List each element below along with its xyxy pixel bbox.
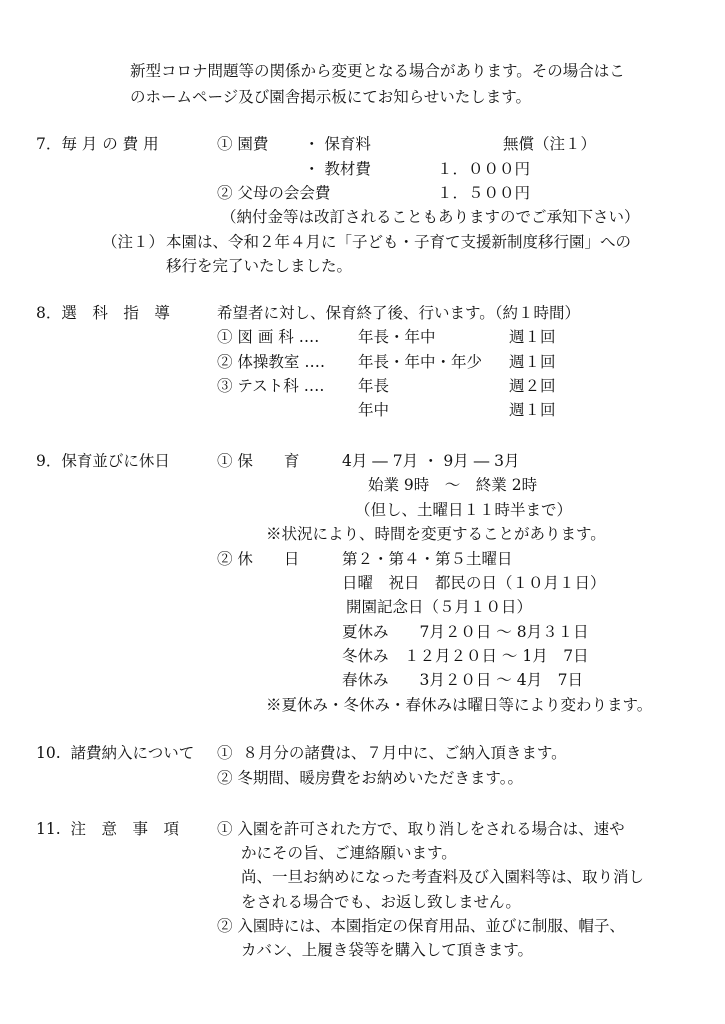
elective-1-name: ① 図 画 科 ‥‥: [217, 328, 320, 346]
fee-2-name: ・ 教材費: [304, 160, 371, 178]
elective-2-frequency: 週１回: [509, 353, 556, 371]
elective-2-name: ② 体操教室 ‥‥: [217, 353, 326, 371]
elective-3-name: ③ テスト科 ‥‥: [217, 377, 325, 395]
elective-4-grades: 年中: [358, 401, 390, 419]
notice-1-line-1: ① 入園を許可された方で、取り消しをされる場合は、速や: [217, 820, 625, 838]
section-8-heading: 8．選 科 指 導: [36, 304, 170, 322]
fee-1-value: 無償（注１）: [503, 135, 597, 153]
care-saturday: （但し、土曜日１１時半まで）: [355, 501, 573, 519]
section-11-heading: 11. 注 意 事 項: [36, 820, 180, 838]
holiday-label: ② 休 日: [217, 550, 300, 568]
fee-1-name: ・ 保育料: [304, 135, 371, 153]
notice-1-line-2: かにその旨、ご連絡願います。: [241, 844, 457, 862]
holiday-line-5: 冬休み １２月２０日 ～ 1月 7日: [342, 647, 589, 665]
section-9-heading: 9．保育並びに休日: [36, 452, 170, 470]
holiday-line-6: 春休み 3月２０日 ～ 4月 7日: [342, 671, 583, 689]
holiday-line-4: 夏休み 7月２０日 ～ 8月３１日: [342, 623, 589, 641]
care-hours: 始業 9時 ～ 終業 2時: [368, 476, 538, 494]
notice-1-line-4: をされる場合でも、お返し致しません。: [241, 893, 521, 911]
holiday-line-1: 第２・第４・第５土曜日: [342, 550, 513, 568]
fee-item-2-label: ② 父母の会会費: [217, 184, 331, 202]
care-notice: ※状況により、時間を変更することがあります。: [266, 525, 606, 543]
elective-4-frequency: 週１回: [509, 401, 556, 419]
fee-item-1-label: ① 園費: [217, 135, 269, 153]
care-label: ① 保 育: [217, 452, 300, 470]
payment-line-1: ① ８月分の諸費は、７月中に、ご納入頂きます。: [217, 744, 567, 762]
section-7-heading: 7．毎 月 の 費 用: [36, 135, 159, 153]
holiday-line-2: 日曜 祝日 都民の日（１０月１日）: [342, 574, 606, 592]
fee-item-2-value: １．５００円: [437, 184, 531, 202]
elective-2-grades: 年長・年中・年少: [358, 353, 483, 371]
fee-remark: （納付金等は改訂されることもありますのでご承知下さい）: [221, 208, 640, 226]
elective-1-grades: 年長・年中: [358, 328, 436, 346]
intro-line-1: 新型コロナ問題等の関係から変更となる場合があります。その場合はこ: [130, 62, 625, 80]
payment-line-2: ② 冬期間、暖房費をお納めいただきます。。: [217, 769, 523, 787]
intro-line-2: のホームページ及び園舎掲示板にてお知らせいたします。: [130, 88, 531, 106]
elective-3-frequency: 週２回: [509, 377, 556, 395]
holiday-notice: ※夏休み・冬休み・春休みは曜日等により変わります。: [266, 696, 653, 714]
elective-intro: 希望者に対し、保育終了後、行います。（約１時間）: [217, 304, 581, 322]
elective-1-frequency: 週１回: [509, 328, 556, 346]
notice-2-line-1: ② 入園時には、本園指定の保育用品、並びに制服、帽子、: [217, 917, 625, 935]
notice-1-line-3: 尚、一旦お納めになった考査料及び入園料等は、取り消し: [241, 868, 645, 886]
elective-3-grades: 年長: [358, 377, 390, 395]
note-1-line-2: 移行を完了いたしました。: [166, 257, 353, 275]
note-1-line-1: 本園は、令和２年４月に「子ども・子育て支援新制度移行園」への: [166, 233, 632, 251]
fee-2-value: １．０００円: [437, 160, 531, 178]
note-1-label: （注１）: [102, 233, 165, 251]
holiday-line-3: 開園記念日（５月１０日）: [346, 598, 533, 616]
section-10-heading: 10. 諸費納入について: [36, 744, 195, 762]
care-period: 4月 ― 7月 ・ 9月 ― 3月: [342, 452, 520, 470]
notice-2-line-2: カバン、上履き袋等を購入して頂きます。: [241, 941, 534, 959]
